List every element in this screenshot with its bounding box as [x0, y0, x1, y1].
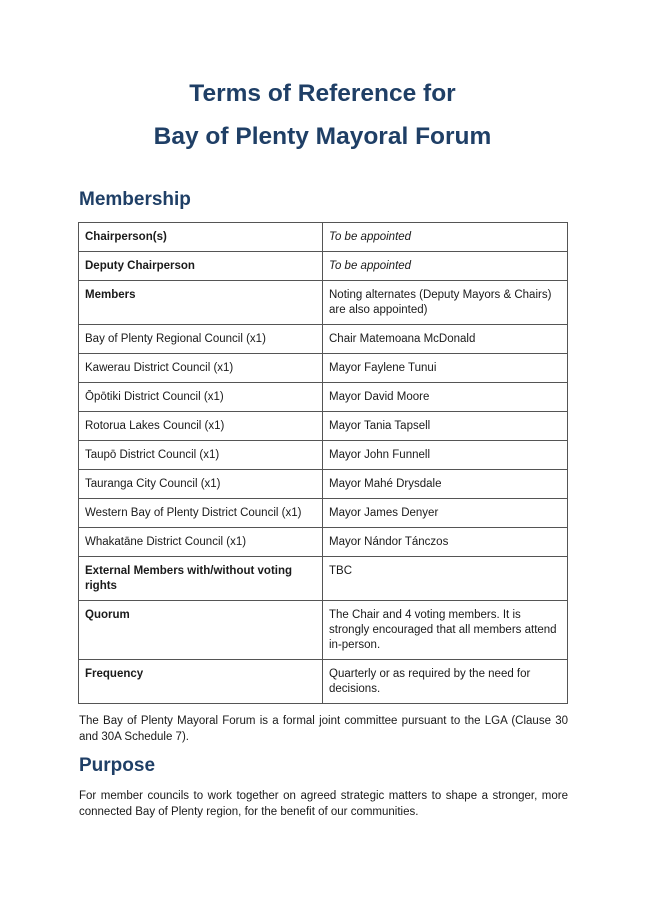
row-value: Chair Matemoana McDonald — [323, 325, 568, 354]
table-row — [79, 528, 568, 557]
document-title-line-2: Bay of Plenty Mayoral Forum — [153, 123, 492, 150]
row-value: The Chair and 4 voting members. It is strongly encouraged that all members attend in-person. — [323, 601, 568, 660]
membership-table — [78, 222, 568, 704]
row-label: Western Bay of Plenty District Council (x1) — [79, 499, 323, 528]
table-row-external-members — [79, 557, 568, 601]
row-label: Rotorua Lakes Council (x1) — [79, 412, 323, 441]
row-value: Mayor Faylene Tunui — [323, 354, 568, 383]
row-value: Mayor Nándor Tánczos — [323, 528, 568, 557]
table-row-quorum — [79, 601, 568, 660]
table-row — [79, 354, 568, 383]
table-row-chairperson — [79, 223, 568, 252]
row-value: To be appointed — [323, 252, 568, 281]
row-value: Quarterly or as required by the need for decisions. — [323, 660, 568, 704]
purpose-paragraph: For member councils to work together on agreed strategic matters to shape a stronger, more connected Bay of Plenty region, for the benefit of our communities. — [79, 790, 568, 818]
row-value: Mayor John Funnell — [323, 441, 568, 470]
row-label: Bay of Plenty Regional Council (x1) — [79, 325, 323, 354]
row-label: Quorum — [79, 601, 323, 660]
row-value: To be appointed — [323, 223, 568, 252]
row-value: Mayor Mahé Drysdale — [323, 470, 568, 499]
row-label: Kawerau District Council (x1) — [79, 354, 323, 383]
purpose-heading: Purpose — [79, 755, 156, 776]
table-row — [79, 499, 568, 528]
row-label: Taupō District Council (x1) — [79, 441, 323, 470]
table-row-deputy-chairperson — [79, 252, 568, 281]
document-title-line-1: Terms of Reference for — [189, 80, 456, 107]
row-label: Whakatāne District Council (x1) — [79, 528, 323, 557]
table-row-members — [79, 281, 568, 325]
row-label: External Members with/without voting rights — [79, 557, 323, 601]
row-value: Mayor James Denyer — [323, 499, 568, 528]
membership-heading: Membership — [79, 189, 191, 210]
table-row — [79, 470, 568, 499]
row-label: Tauranga City Council (x1) — [79, 470, 323, 499]
row-label: Deputy Chairperson — [79, 252, 323, 281]
row-value: TBC — [323, 557, 568, 601]
table-row — [79, 325, 568, 354]
row-value: Mayor David Moore — [323, 383, 568, 412]
row-value: Mayor Tania Tapsell — [323, 412, 568, 441]
row-value: Noting alternates (Deputy Mayors & Chairs) are also appointed) — [323, 281, 568, 325]
table-row — [79, 441, 568, 470]
table-row — [79, 383, 568, 412]
row-label: Ōpōtiki District Council (x1) — [79, 383, 323, 412]
table-row-frequency — [79, 660, 568, 704]
row-label: Chairperson(s) — [79, 223, 323, 252]
row-label: Frequency — [79, 660, 323, 704]
legal-note-paragraph: The Bay of Plenty Mayoral Forum is a formal joint committee pursuant to the LGA (Clause 30 and 30A Schedule 7). — [79, 715, 568, 743]
table-row — [79, 412, 568, 441]
row-label: Members — [79, 281, 323, 325]
